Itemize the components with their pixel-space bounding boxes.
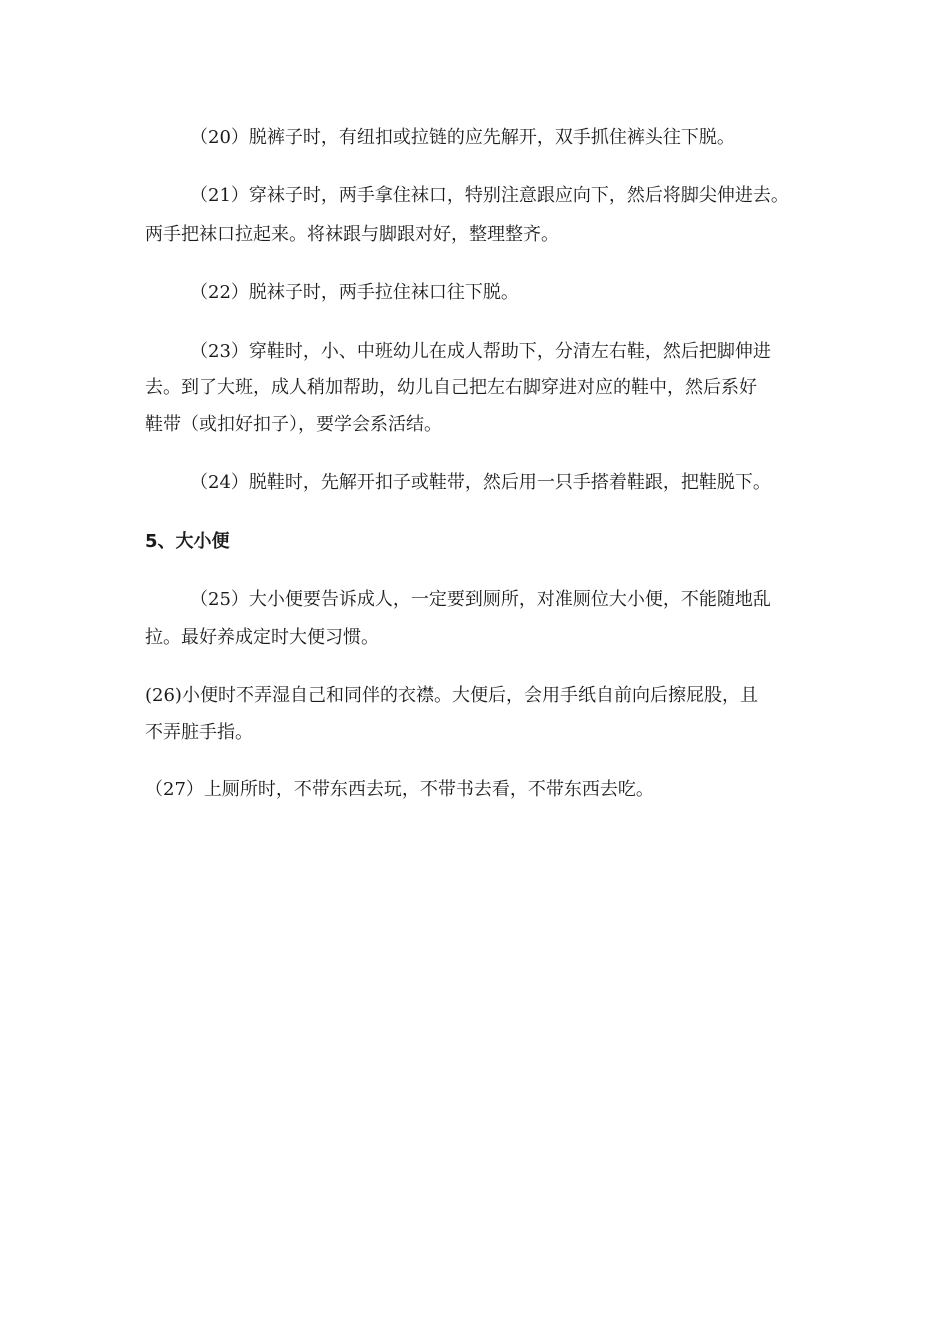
item-26-line-1: (26)小便时不弄湿自己和同伴的衣襟。大便后，会用手纸自前向后擦屁股，且 — [145, 685, 758, 706]
item-24-line-1: （24）脱鞋时，先解开扣子或鞋带，然后用一只手搭着鞋跟，把鞋脱下。 — [190, 472, 771, 493]
item-25-line-1: （25）大小便要告诉成人，一定要到厕所，对准厕位大小便，不能随地乱 — [190, 589, 771, 610]
item-23-line-1: （23）穿鞋时，小、中班幼儿在成人帮助下，分清左右鞋，然后把脚伸进 — [190, 341, 771, 362]
item-20-line-1: （20）脱裤子时，有纽扣或拉链的应先解开，双手抓住裤头往下脱。 — [190, 127, 735, 148]
item-21-line-2: 两手把袜口拉起来。将袜跟与脚跟对好，整理整齐。 — [145, 224, 559, 245]
item-26-line-2: 不弄脏手指。 — [145, 722, 253, 743]
section-heading: 5、大小便 — [145, 531, 230, 552]
item-23-line-3: 鞋带（或扣好扣子），要学会系活结。 — [145, 414, 442, 435]
item-22-line-1: （22）脱袜子时，两手拉住袜口往下脱。 — [190, 282, 519, 303]
item-21-line-1: （21）穿袜子时，两手拿住袜口，特别注意跟应向下，然后将脚尖伸进去。 — [190, 185, 789, 206]
item-23-line-2: 去。到了大班，成人稍加帮助，幼儿自己把左右脚穿进对应的鞋中，然后系好 — [145, 377, 757, 398]
item-27-line-1: （27）上厕所时，不带东西去玩，不带书去看，不带东西去吃。 — [145, 779, 654, 800]
item-25-line-2: 拉。最好养成定时大便习惯。 — [145, 627, 379, 648]
